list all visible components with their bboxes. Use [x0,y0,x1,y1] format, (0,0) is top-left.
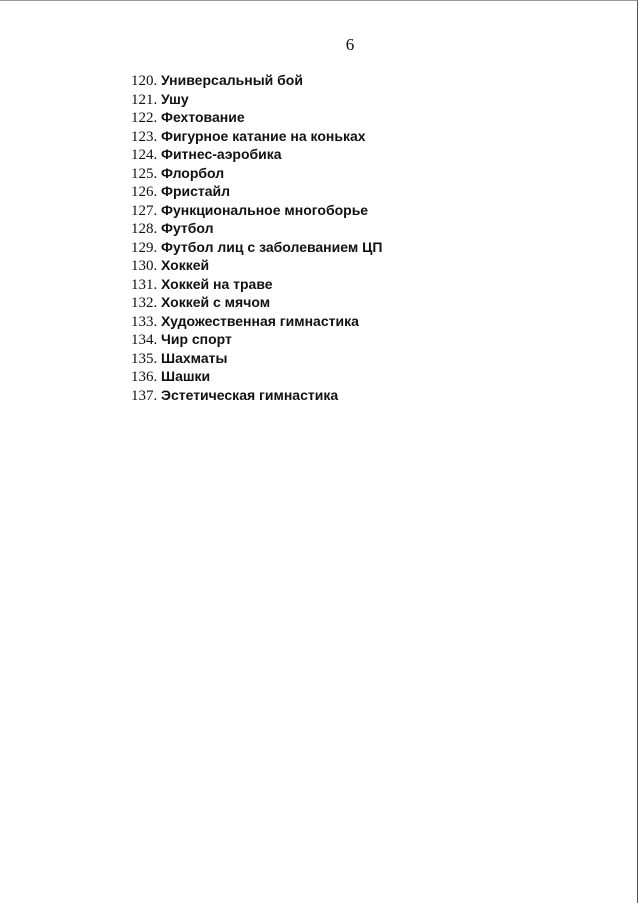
list-item [131,331,382,350]
item-number: 131. [131,276,158,293]
item-name: Футбол лиц с заболеванием ЦП [161,238,383,255]
item-name: Функциональное многоборье [161,201,369,218]
list-item [131,146,382,165]
item-number: 127. [131,202,158,219]
list-item [131,72,382,91]
list-item [131,109,382,128]
item-number: 132. [131,295,158,311]
list-item [131,294,382,313]
item-number: 134. [131,332,158,348]
sport-list [131,72,382,405]
list-item [131,165,382,184]
item-number: 121. [131,91,158,108]
list-item [131,276,382,295]
item-number: 120. [131,73,158,89]
item-name: Шахматы [161,349,228,366]
list-item [131,239,382,258]
item-name: Универсальный бой [161,72,303,88]
list-item [131,350,382,369]
item-name: Фитнес-аэробика [161,146,282,162]
item-name: Шашки [161,368,211,384]
item-name: Хоккей на траве [161,275,273,292]
page-number: 6 [345,35,355,54]
list-item [131,91,382,110]
item-name: Фристайл [161,183,231,199]
item-number: 136. [131,369,158,385]
item-number: 128. [131,221,158,237]
item-number: 126. [131,184,158,200]
list-item [131,387,382,406]
list-item [131,220,382,239]
item-number: 124. [131,147,158,163]
item-number: 125. [131,165,158,182]
item-name: Фехтование [161,109,245,125]
list-item [131,257,382,276]
list-item [131,368,382,387]
item-name: Флорбол [161,164,225,181]
item-number: 129. [131,239,158,256]
item-name: Художественная гимнастика [161,312,359,329]
item-number: 137. [131,387,158,404]
item-name: Хоккей [161,257,210,273]
item-number: 135. [131,350,158,367]
item-number: 123. [131,128,158,145]
item-name: Чир спорт [161,331,232,347]
list-item [131,183,382,202]
list-item [131,128,382,147]
item-name: Фигурное катание на коньках [161,127,366,144]
item-name: Эстетическая гимнастика [161,386,339,403]
item-number: 133. [131,313,158,330]
item-name: Ушу [161,90,189,107]
item-name: Футбол [161,220,214,236]
list-item [131,313,382,332]
list-item [131,202,382,221]
item-number: 130. [131,258,158,274]
item-number: 122. [131,110,158,126]
item-name: Хоккей с мячом [161,294,271,310]
